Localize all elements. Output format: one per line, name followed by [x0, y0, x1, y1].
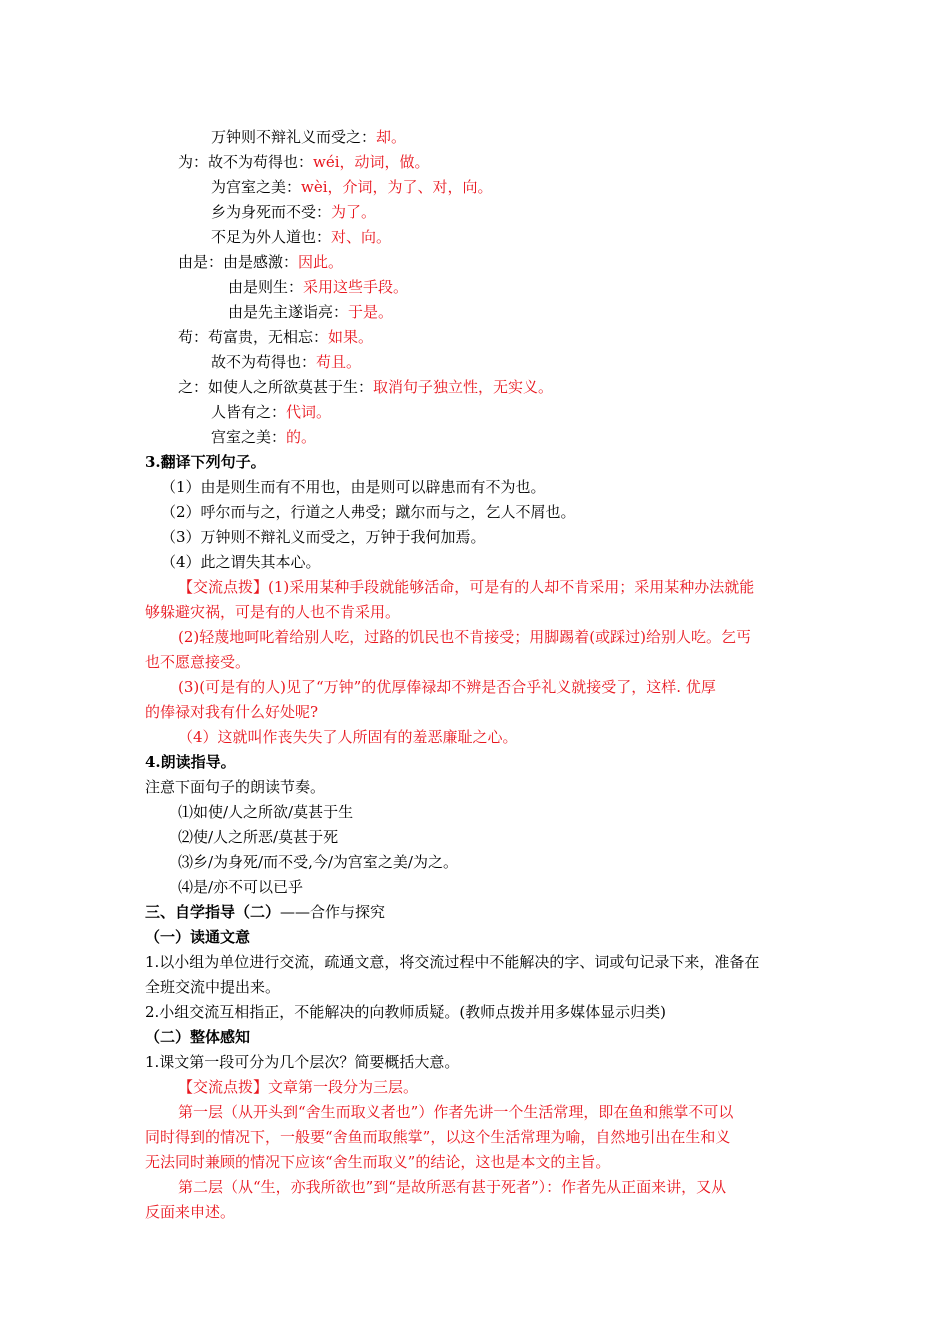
- example-line: 由是：由是感激：因此。: [178, 253, 344, 271]
- answer-line: 也不愿意接受。: [145, 653, 251, 671]
- answer-line: （4）这就叫作丧失失了人所固有的羞恶廉耻之心。: [178, 728, 518, 746]
- example-line: 之：如使人之所欲莫甚于生：取消句子独立性，无实义。: [178, 378, 554, 396]
- example-line: 不足为外人道也：对、向。: [211, 228, 392, 246]
- example-line: 苟：苟富贵，无相忘：如果。: [178, 328, 374, 346]
- answer-line: 第一层（从开头到“舍生而取义者也”）作者先讲一个生活常理，即在鱼和熊掌不可以: [178, 1103, 734, 1121]
- answer-line: (3)(可是有的人)见了“万钟”的优厚俸禄却不辨是否合乎礼义就接受了，这样. 优厚: [178, 678, 716, 696]
- answer-line: 同时得到的情况下，一般要“舍鱼而取熊掌”，以这个生活常理为喻，自然地引出在生和义: [145, 1128, 731, 1146]
- answer-line: 【交流点拨】(1)采用某种手段就能够活命，可是有的人却不肯采用；采用某种办法就能: [178, 578, 755, 596]
- question-line: （4）此之谓失其本心。: [161, 553, 321, 571]
- sub-heading: （一）读通文意: [145, 928, 251, 946]
- sub-heading: （二）整体感知: [145, 1028, 251, 1046]
- example-line: 为：故不为苟得也：wéi，动词，做。: [178, 153, 430, 171]
- paragraph-line: 全班交流中提出来。: [145, 978, 281, 996]
- section-heading: 4.朗读指导。: [145, 753, 236, 771]
- answer-line: 够躲避灾祸，可是有的人也不肯采用。: [145, 603, 401, 621]
- paragraph-line: 1.课文第一段可分为几个层次？简要概括大意。: [145, 1053, 460, 1071]
- answer-line: 反面来申述。: [145, 1203, 236, 1221]
- reading-line: ⑶乡/为身死/而不受,今/为宫室之美/为之。: [178, 853, 458, 871]
- answer-line: 【交流点拨】文章第一段分为三层。: [178, 1078, 419, 1096]
- example-line: 宫室之美：的。: [211, 428, 317, 446]
- section-heading: 3.翻译下列句子。: [145, 453, 266, 471]
- question-line: （2）呼尔而与之，行道之人弗受；蹴尔而与之，乞人不屑也。: [161, 503, 576, 521]
- paragraph-line: 注意下面句子的朗读节奏。: [145, 778, 326, 796]
- paragraph-line: 2.小组交流互相指正，不能解决的向教师质疑。(教师点拨并用多媒体显示归类): [145, 1003, 667, 1021]
- example-line: 乡为身死而不受：为了。: [211, 203, 377, 221]
- example-line: 万钟则不辩礼义而受之：却。: [211, 128, 407, 146]
- answer-line: (2)轻蔑地呵叱着给别人吃，过路的饥民也不肯接受；用脚踢着(或踩过)给别人吃。乞丐: [178, 628, 751, 646]
- answer-line: 的俸禄对我有什么好处呢?: [145, 703, 319, 721]
- example-line: 为宫室之美：wèi，介词，为了、对，向。: [211, 178, 493, 196]
- example-line: 由是先主遂诣亮：于是。: [228, 303, 394, 321]
- part-heading: 三、自学指导（二）——合作与探究: [145, 903, 386, 921]
- question-line: （1）由是则生而有不用也，由是则可以辟患而有不为也。: [161, 478, 546, 496]
- question-line: （3）万钟则不辩礼义而受之，万钟于我何加焉。: [161, 528, 486, 546]
- answer-line: 无法同时兼顾的情况下应该“舍生而取义”的结论，这也是本文的主旨。: [145, 1153, 611, 1171]
- paragraph-line: 1.以小组为单位进行交流，疏通文意，将交流过程中不能解决的字、词或句记录下来，准备在: [145, 953, 760, 971]
- example-line: 人皆有之：代词。: [211, 403, 332, 421]
- reading-line: ⑷是/亦不可以已乎: [178, 878, 304, 896]
- example-line: 故不为苟得也：苟且。: [211, 353, 362, 371]
- answer-line: 第二层（从“生，亦我所欲也”到“是故所恶有甚于死者”）：作者先从正面来讲，又从: [178, 1178, 727, 1196]
- reading-line: ⑴如使/人之所欲/莫甚于生: [178, 803, 354, 821]
- reading-line: ⑵使/人之所恶/莫甚于死: [178, 828, 339, 846]
- example-line: 由是则生：采用这些手段。: [228, 278, 409, 296]
